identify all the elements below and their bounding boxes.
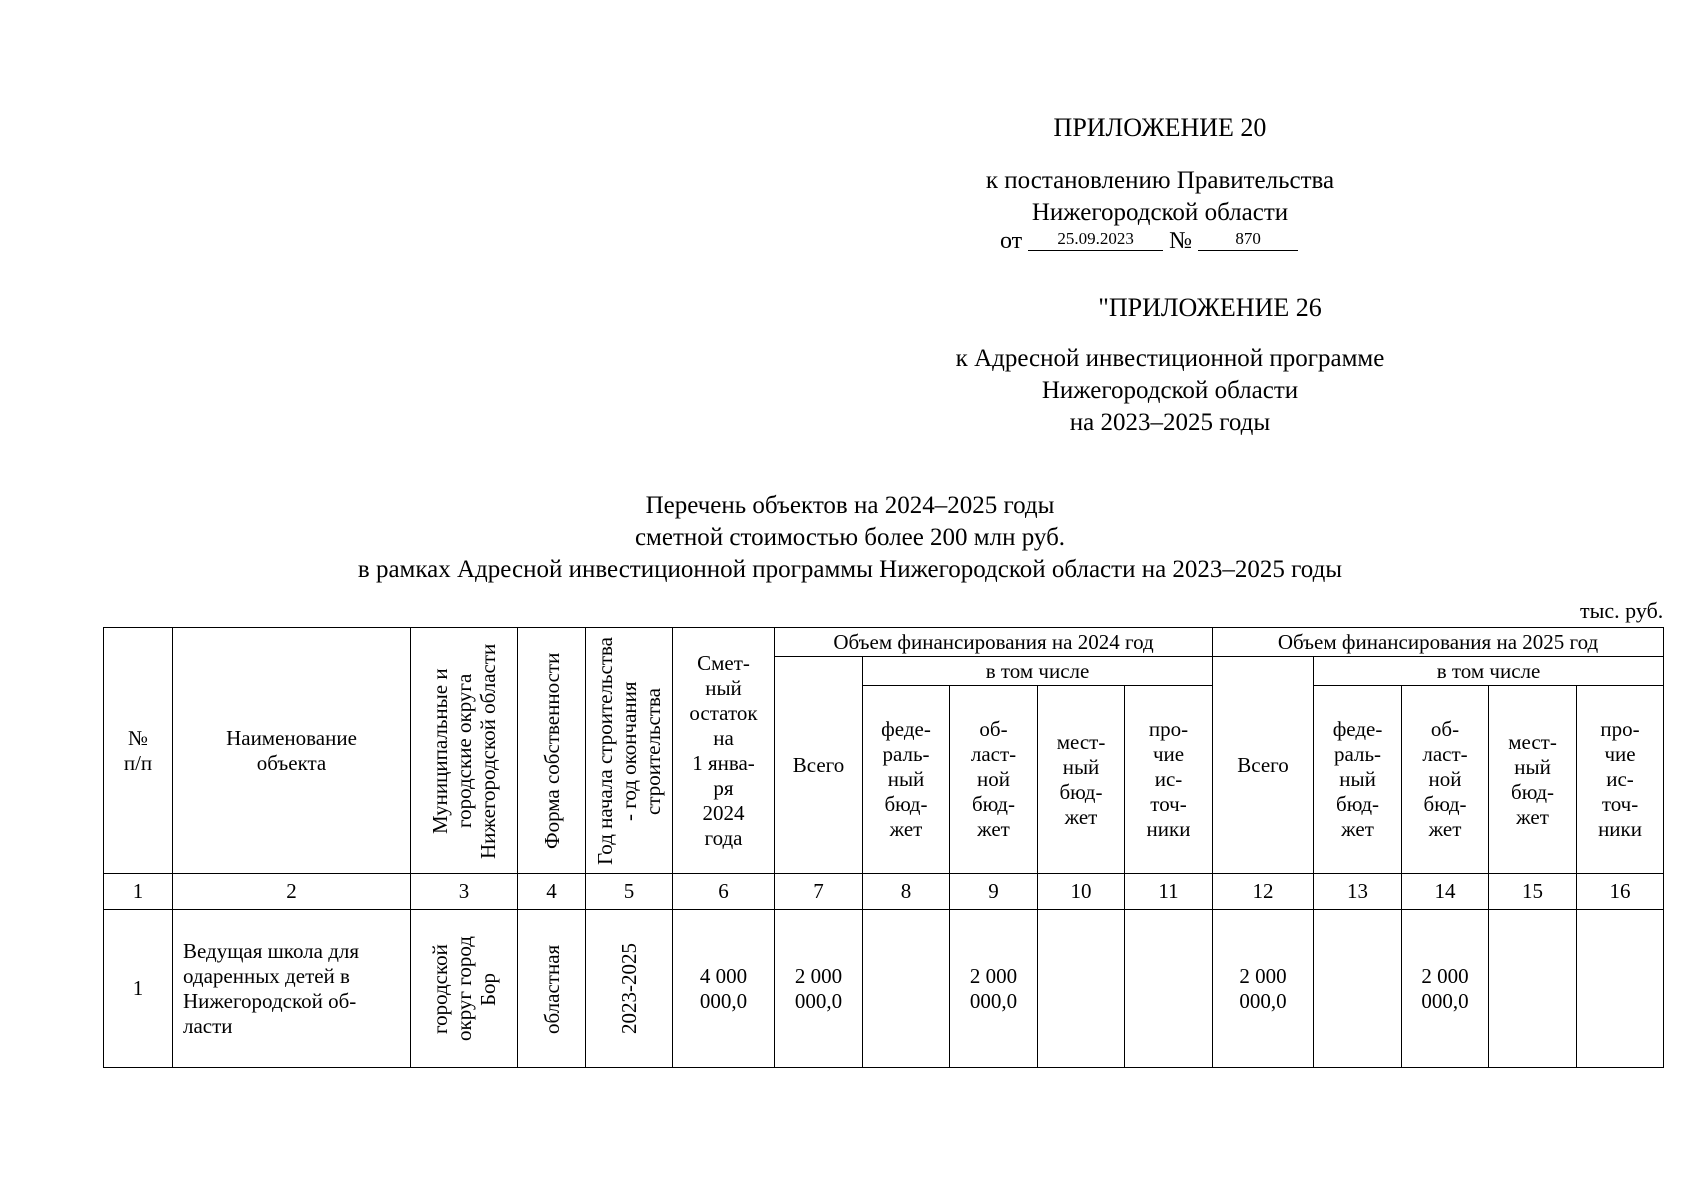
decree-line: к постановлению Правительства bbox=[985, 167, 1335, 194]
decree-line: Нижегородской области bbox=[1031, 199, 1289, 226]
cell-num: 1 bbox=[104, 910, 173, 1068]
decree-date: 25.09.2023 bbox=[1028, 228, 1163, 251]
cell-federal-2025 bbox=[1314, 910, 1402, 1068]
table-row bbox=[104, 910, 1664, 1068]
header-other-2025: про- чие ис- точ- ники bbox=[1577, 686, 1664, 874]
program-reference bbox=[940, 343, 1400, 439]
program-line: Нижегородской области bbox=[1041, 377, 1299, 404]
header-estimate: Смет- ный остаток на 1 янва- ря 2024 года bbox=[673, 628, 775, 874]
header-local-2024: мест- ный бюд- жет bbox=[1038, 686, 1125, 874]
number-sign: № bbox=[1169, 228, 1193, 254]
column-number: 3 bbox=[411, 874, 518, 910]
column-number: 4 bbox=[518, 874, 586, 910]
cell-local-2024 bbox=[1038, 910, 1125, 1068]
decree-reference bbox=[960, 165, 1360, 229]
cell-local-2025 bbox=[1489, 910, 1577, 1068]
column-numbers-row bbox=[104, 874, 1664, 910]
column-number: 15 bbox=[1489, 874, 1577, 910]
header-fin-2025: Объем финансирования на 2025 год bbox=[1213, 628, 1664, 657]
header-num: № п/п bbox=[104, 628, 173, 874]
header-row bbox=[104, 628, 1664, 657]
column-number: 1 bbox=[104, 874, 173, 910]
column-number: 11 bbox=[1125, 874, 1213, 910]
column-number: 7 bbox=[775, 874, 863, 910]
cell-years: 2023-2025 bbox=[586, 910, 673, 1068]
cell-total-2025: 2 000 000,0 bbox=[1213, 910, 1314, 1068]
header-ownership: Форма собственности bbox=[518, 628, 586, 874]
header-fin-2024: Объем финансирования на 2024 год bbox=[775, 628, 1213, 657]
column-number: 2 bbox=[173, 874, 411, 910]
annex-26-heading: "ПРИЛОЖЕНИЕ 26 bbox=[1098, 293, 1322, 322]
cell-federal-2024 bbox=[863, 910, 950, 1068]
header-other-2024: про- чие ис- точ- ники bbox=[1125, 686, 1213, 874]
column-number: 10 bbox=[1038, 874, 1125, 910]
header-name: Наименование объекта bbox=[173, 628, 411, 874]
header-years: Год начала строительства - год окончания строительства bbox=[586, 628, 673, 874]
column-number: 5 bbox=[586, 874, 673, 910]
document-title bbox=[200, 490, 1500, 586]
cell-estimate: 4 000 000,0 bbox=[673, 910, 775, 1068]
cell-other-2024 bbox=[1125, 910, 1213, 1068]
objects-table bbox=[103, 627, 1664, 1068]
column-number: 8 bbox=[863, 874, 950, 910]
header-federal-2024: феде- раль- ный бюд- жет bbox=[863, 686, 950, 874]
column-number: 14 bbox=[1402, 874, 1489, 910]
annex-20-heading: ПРИЛОЖЕНИЕ 20 bbox=[1053, 113, 1267, 142]
header-including-2024: в том числе bbox=[863, 657, 1213, 686]
header-including-2025: в том числе bbox=[1314, 657, 1664, 686]
program-line: к Адресной инвестиционной программе bbox=[955, 345, 1385, 372]
column-number: 13 bbox=[1314, 874, 1402, 910]
header-regional-2024: об- ласт- ной бюд- жет bbox=[950, 686, 1038, 874]
column-number: 12 bbox=[1213, 874, 1314, 910]
header-regional-2025: об- ласт- ной бюд- жет bbox=[1402, 686, 1489, 874]
date-prefix: от bbox=[1000, 228, 1023, 254]
cell-other-2025 bbox=[1577, 910, 1664, 1068]
header-local-2025: мест- ный бюд- жет bbox=[1489, 686, 1577, 874]
column-number: 6 bbox=[673, 874, 775, 910]
decree-number: 870 bbox=[1198, 228, 1298, 251]
header-total-2025: Всего bbox=[1213, 657, 1314, 874]
column-number: 16 bbox=[1577, 874, 1664, 910]
title-line: Перечень объектов на 2024–2025 годы bbox=[645, 492, 1055, 519]
header-total-2024: Всего bbox=[775, 657, 863, 874]
decree-date-line bbox=[1000, 228, 1400, 255]
column-number: 9 bbox=[950, 874, 1038, 910]
cell-regional-2024: 2 000 000,0 bbox=[950, 910, 1038, 1068]
cell-municipality: городской округ город Бор bbox=[411, 910, 518, 1068]
cell-total-2024: 2 000 000,0 bbox=[775, 910, 863, 1068]
cell-regional-2025: 2 000 000,0 bbox=[1402, 910, 1489, 1068]
title-line: в рамках Адресной инвестиционной программы Нижегородской области на 2023–2025 годы bbox=[357, 556, 1343, 583]
cell-ownership: областная bbox=[518, 910, 586, 1068]
units-label: тыс. руб. bbox=[1580, 598, 1664, 623]
cell-object-name: Ведущая школа для одаренных детей в Нижегородской об- ласти bbox=[173, 910, 411, 1068]
title-line: сметной стоимостью более 200 млн руб. bbox=[634, 524, 1066, 551]
program-line: на 2023–2025 годы bbox=[1069, 409, 1271, 436]
header-municipality: Муниципальные и городские округа Нижегородской области bbox=[411, 628, 518, 874]
header-federal-2025: феде- раль- ный бюд- жет bbox=[1314, 686, 1402, 874]
